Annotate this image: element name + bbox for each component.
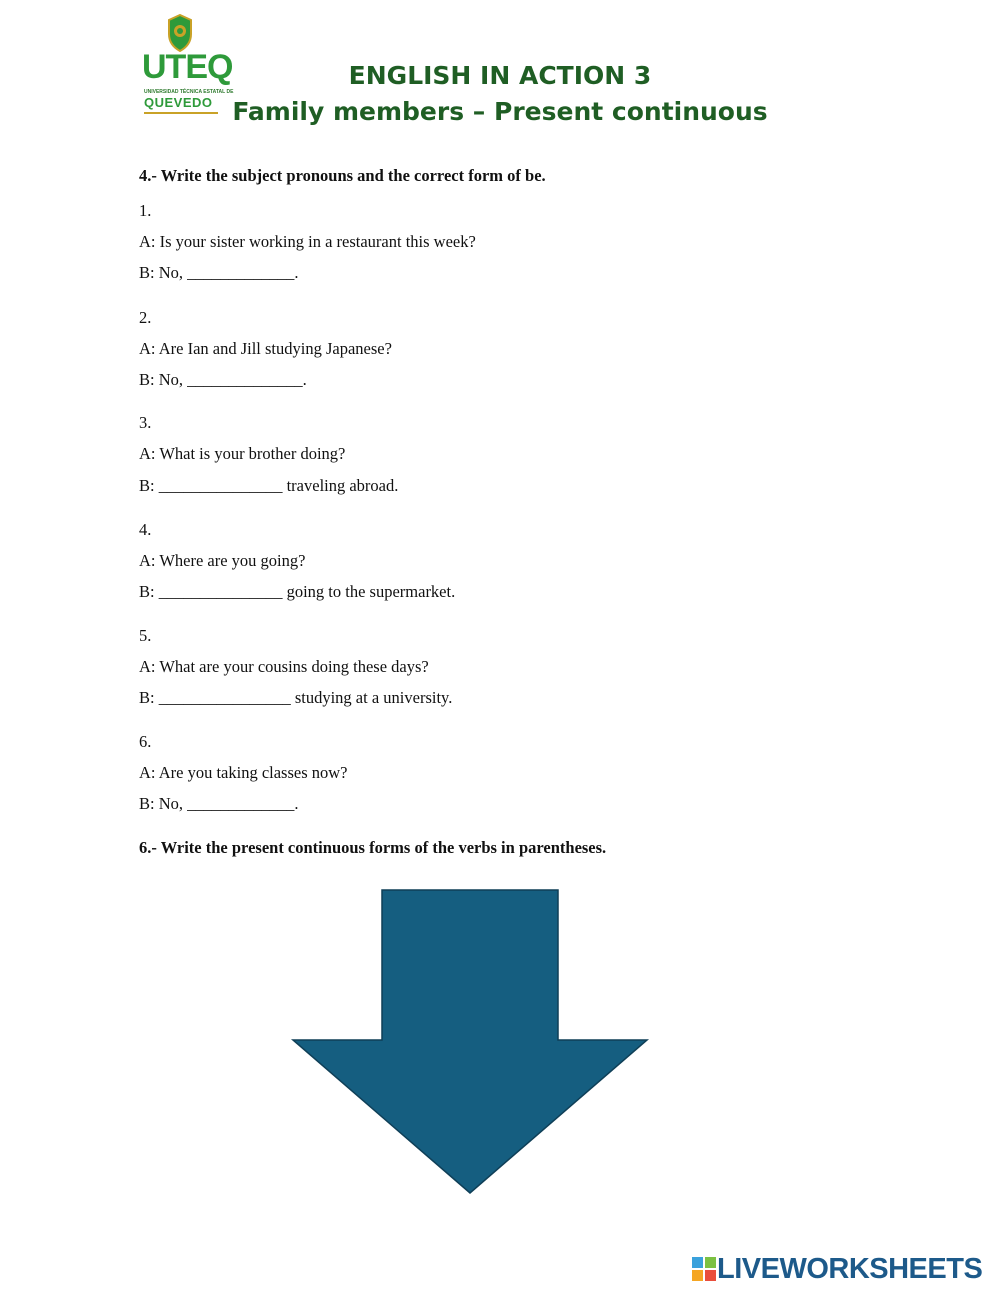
liveworksheets-brand (692, 1254, 992, 1284)
item-question: A: Is your sister working in a restaurant this week? (139, 232, 476, 251)
item-answer-blank[interactable]: B: No, _____________. (139, 263, 299, 282)
item-answer-blank[interactable]: B: _______________ traveling abroad. (139, 476, 399, 495)
page-title: ENGLISH IN ACTION 3 (348, 61, 652, 90)
item-question: A: What is your brother doing? (139, 444, 346, 463)
uteq-logo (140, 14, 234, 110)
item-number: 3. (139, 413, 152, 432)
live-logo-icon (692, 1257, 716, 1281)
item-question: A: Where are you going? (139, 551, 306, 570)
item-number: 5. (139, 626, 152, 645)
brand-wordmark: LIVEWORKSHEETS (717, 1253, 983, 1285)
item-number: 6. (139, 732, 152, 751)
item-question: A: What are your cousins doing these days? (139, 657, 429, 676)
item-answer-blank[interactable]: B: _______________ going to the supermarket. (139, 582, 456, 601)
item-answer-blank[interactable]: B: No, ______________. (139, 370, 307, 389)
exercise6-instruction: 6.- Write the present continuous forms of the verbs in parentheses. (139, 838, 607, 857)
logo-city: QUEVEDO (144, 95, 213, 110)
item-number: 1. (139, 201, 152, 220)
exercise4-instruction: 4.- Write the subject pronouns and the correct form of be. (139, 166, 546, 185)
university-seal-icon (166, 14, 194, 52)
item-number: 4. (139, 520, 152, 539)
logo-university-name: UNIVERSIDAD TÉCNICA ESTATAL DE (144, 89, 234, 95)
logo-wordmark: UTEQ (142, 48, 233, 86)
item-answer-blank[interactable]: B: No, _____________. (139, 794, 299, 813)
item-number: 2. (139, 308, 152, 327)
item-answer-blank[interactable]: B: ________________ studying at a university. (139, 688, 453, 707)
item-question: A: Are Ian and Jill studying Japanese? (139, 339, 392, 358)
item-question: A: Are you taking classes now? (139, 763, 348, 782)
page-subtitle: Family members – Present continuous (232, 97, 768, 126)
down-arrow-icon (290, 888, 650, 1198)
